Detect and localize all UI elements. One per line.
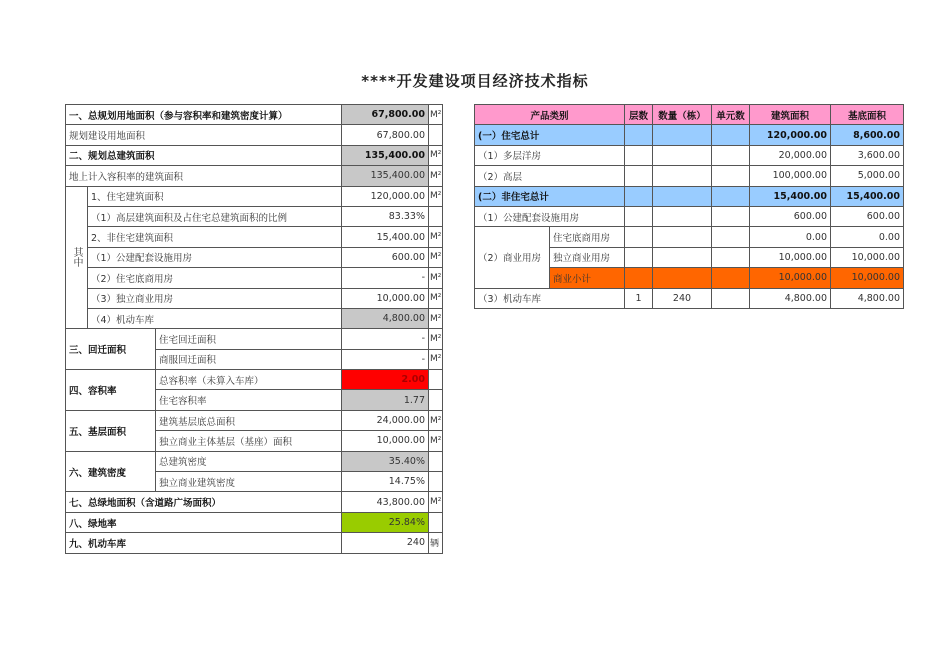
section-5-label: 五、基层面积 [66,410,156,451]
table-row [66,268,443,288]
row-count[interactable] [653,206,712,226]
row-base[interactable]: 10,000.00 [831,247,904,267]
header-area: 建筑面积 [750,105,831,125]
table-row [66,166,443,186]
row-label: 规划建设用地面积 [66,125,342,145]
unit [429,472,443,492]
table-row [66,329,443,349]
row-value[interactable]: 15,400.00 [342,227,429,247]
right-product-table [474,104,904,309]
row-floors[interactable] [625,125,653,145]
row-count[interactable] [653,268,712,288]
row-value[interactable]: 67,800.00 [342,125,429,145]
unit: M² [429,227,443,247]
row-label: （3）独立商业用房 [88,288,342,308]
row-units[interactable] [712,186,750,206]
row-units[interactable] [712,288,750,308]
row-value[interactable]: 83.33% [342,206,429,226]
header-units: 单元数 [712,105,750,125]
table-row [66,410,443,430]
table-row [66,247,443,267]
section-3-label: 三、回迁面积 [66,329,156,370]
table-row [66,533,443,553]
row-label: 独立商业主体基层（基座）面积 [156,431,342,451]
table-row [475,288,904,308]
unit: M² [429,308,443,328]
table-row [475,125,904,145]
section-2-value[interactable]: 135,400.00 [342,145,429,165]
table-header-row [475,105,904,125]
row-count[interactable] [653,186,712,206]
row-label: （3）机动车库 [475,288,625,308]
row-value[interactable]: - [342,268,429,288]
table-row [66,288,443,308]
row-label: 商服回迁面积 [156,349,342,369]
row-base[interactable]: 0.00 [831,227,904,247]
unit: M² [429,166,443,186]
header-floors: 层数 [625,105,653,125]
unit [429,512,443,532]
row-area[interactable]: 15,400.00 [750,186,831,206]
row-label: （2）住宅底商用房 [88,268,342,288]
row-value[interactable]: 10,000.00 [342,431,429,451]
row-base[interactable]: 4,800.00 [831,288,904,308]
header-base: 基底面积 [831,105,904,125]
table-row [475,166,904,186]
row-floors[interactable] [625,247,653,267]
table-row [66,227,443,247]
row-floors[interactable] [625,186,653,206]
row-count[interactable] [653,247,712,267]
row-value[interactable]: 600.00 [342,247,429,267]
row-count[interactable] [653,125,712,145]
row-label: 2、非住宅建筑面积 [88,227,342,247]
row-label: 建筑基层底总面积 [156,410,342,430]
unit [429,390,443,410]
section-4-label: 四、容积率 [66,370,156,411]
page-title: ****开发建设项目经济技术指标 [361,72,589,90]
section-9-label: 九、机动车库 [66,533,342,553]
row-units[interactable] [712,125,750,145]
section-2-label: 二、规划总建筑面积 [66,145,342,165]
row-count[interactable] [653,166,712,186]
row-label: 独立商业用房 [550,247,625,267]
unit: M² [429,247,443,267]
table-row [66,125,443,145]
section-9-value[interactable]: 240 [342,533,429,553]
table-row [475,227,904,247]
unit: M² [429,288,443,308]
row-units[interactable] [712,206,750,226]
row-label: 总容积率（未算入车库） [156,370,342,390]
row-base[interactable]: 600.00 [831,206,904,226]
table-row [66,370,443,390]
row-value[interactable]: 120,000.00 [342,186,429,206]
row-value[interactable]: 135,400.00 [342,166,429,186]
unit: M² [429,431,443,451]
section-6-label: 六、建筑密度 [66,451,156,492]
row-value[interactable]: - [342,349,429,369]
table-row [66,186,443,206]
unit [429,451,443,471]
row-base[interactable]: 15,400.00 [831,186,904,206]
table-row [66,206,443,226]
table-row [66,512,443,532]
row-value[interactable]: - [342,329,429,349]
left-indicator-table [65,104,443,554]
section-7-label: 七、总绿地面积（含道路广场面积） [66,492,342,512]
header-count: 数量（栋） [653,105,712,125]
row-label: 1、住宅建筑面积 [88,186,342,206]
row-count[interactable]: 240 [653,288,712,308]
row-value[interactable]: 24,000.00 [342,410,429,430]
row-floors[interactable] [625,206,653,226]
unit: M² [429,349,443,369]
row-label: 独立商业建筑密度 [156,472,342,492]
row-floors[interactable] [625,227,653,247]
unit: M² [429,145,443,165]
unit: M² [429,186,443,206]
row-label: (二）非住宅总计 [475,186,625,206]
row-area[interactable]: 4,800.00 [750,288,831,308]
row-base[interactable]: 5,000.00 [831,166,904,186]
row-units[interactable] [712,145,750,165]
section-7-value[interactable]: 43,800.00 [342,492,429,512]
unit [429,206,443,226]
row-label: 住宅容积率 [156,390,342,410]
row-units[interactable] [712,247,750,267]
row-area[interactable]: 120,000.00 [750,125,831,145]
table-row [66,451,443,471]
table-row [475,186,904,206]
row-label: （2）高层 [475,166,625,186]
row-count[interactable] [653,227,712,247]
section-1-value[interactable]: 67,800.00 [342,105,429,125]
row-value[interactable]: 1.77 [342,390,429,410]
header-product: 产品类别 [475,105,625,125]
table-row [475,206,904,226]
row-floors[interactable]: 1 [625,288,653,308]
unit: M² [429,410,443,430]
table-row [66,308,443,328]
row-label: （1）公建配套设施用房 [475,206,625,226]
unit: M² [429,492,443,512]
row-label: 总建筑密度 [156,451,342,471]
unit: M² [429,329,443,349]
row-area[interactable]: 10,000.00 [750,268,831,288]
row-value[interactable]: 10,000.00 [342,288,429,308]
group-label: （2）商业用房 [475,227,550,288]
section-8-value[interactable]: 25.84% [342,512,429,532]
qizhong-label: 其中 [66,186,88,329]
row-area[interactable]: 10,000.00 [750,247,831,267]
row-value[interactable]: 35.40% [342,451,429,471]
row-value[interactable]: 14.75% [342,472,429,492]
row-value[interactable]: 4,800.00 [342,308,429,328]
section-1-label: 一、总规划用地面积（参与容积率和建筑密度计算） [66,105,342,125]
row-label: （1）多层洋房 [475,145,625,165]
table-row [66,105,443,125]
row-area[interactable]: 0.00 [750,227,831,247]
row-units[interactable] [712,227,750,247]
row-label: （1）高层建筑面积及占住宅总建筑面积的比例 [88,206,342,226]
row-value[interactable]: 2.00 [342,370,429,390]
row-label: (一）住宅总计 [475,125,625,145]
row-label: 地上计入容积率的建筑面积 [66,166,342,186]
table-row [66,145,443,165]
row-area[interactable]: 20,000.00 [750,145,831,165]
unit: 辆 [429,533,443,553]
row-count[interactable] [653,145,712,165]
table-row [66,492,443,512]
row-units[interactable] [712,268,750,288]
row-label: （4）机动车库 [88,308,342,328]
row-area[interactable]: 100,000.00 [750,166,831,186]
row-base[interactable]: 10,000.00 [831,268,904,288]
row-label: 住宅回迁面积 [156,329,342,349]
row-label: 住宅底商用房 [550,227,625,247]
row-floors[interactable] [625,268,653,288]
row-floors[interactable] [625,166,653,186]
row-label: 商业小计 [550,268,625,288]
row-units[interactable] [712,166,750,186]
table-row [475,145,904,165]
row-area[interactable]: 600.00 [750,206,831,226]
row-label: （1）公建配套设施用房 [88,247,342,267]
unit [429,370,443,390]
row-base[interactable]: 8,600.00 [831,125,904,145]
row-floors[interactable] [625,145,653,165]
unit: M² [429,268,443,288]
row-base[interactable]: 3,600.00 [831,145,904,165]
section-8-label: 八、绿地率 [66,512,342,532]
unit: M² [429,105,443,125]
unit [429,125,443,145]
